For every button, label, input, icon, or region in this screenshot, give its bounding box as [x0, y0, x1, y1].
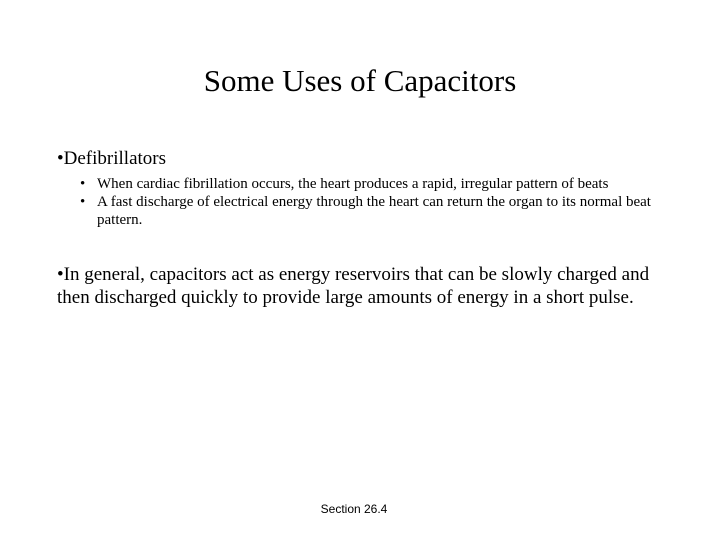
sub-bullet-marker: •	[80, 194, 86, 210]
sub-bullet-item	[80, 175, 680, 193]
sub-bullet-list	[80, 175, 680, 229]
slide-title: Some Uses of Capacitors	[203, 63, 517, 98]
footer-section-label: Section 26.4	[320, 502, 388, 516]
sub-bullet-text: A fast discharge of electrical energy through the heart can return the organ to its normal beat pattern.	[97, 194, 651, 228]
paragraph-text: In general, capacitors act as energy reservoirs that can be slowly charged and then discharged quickly to provide large amounts of energy in a short pulse.	[57, 264, 650, 308]
bullet-defibrillators	[57, 147, 166, 171]
sub-bullet-item	[80, 193, 680, 229]
general-paragraph	[57, 263, 672, 309]
bullet-marker: •	[57, 148, 64, 169]
bullet-marker: •	[57, 264, 64, 285]
sub-bullet-text: When cardiac fibrillation occurs, the heart produces a rapid, irregular pattern of beats	[97, 176, 609, 192]
sub-bullet-marker: •	[80, 176, 86, 192]
bullet-text: Defibrillators	[63, 148, 167, 169]
